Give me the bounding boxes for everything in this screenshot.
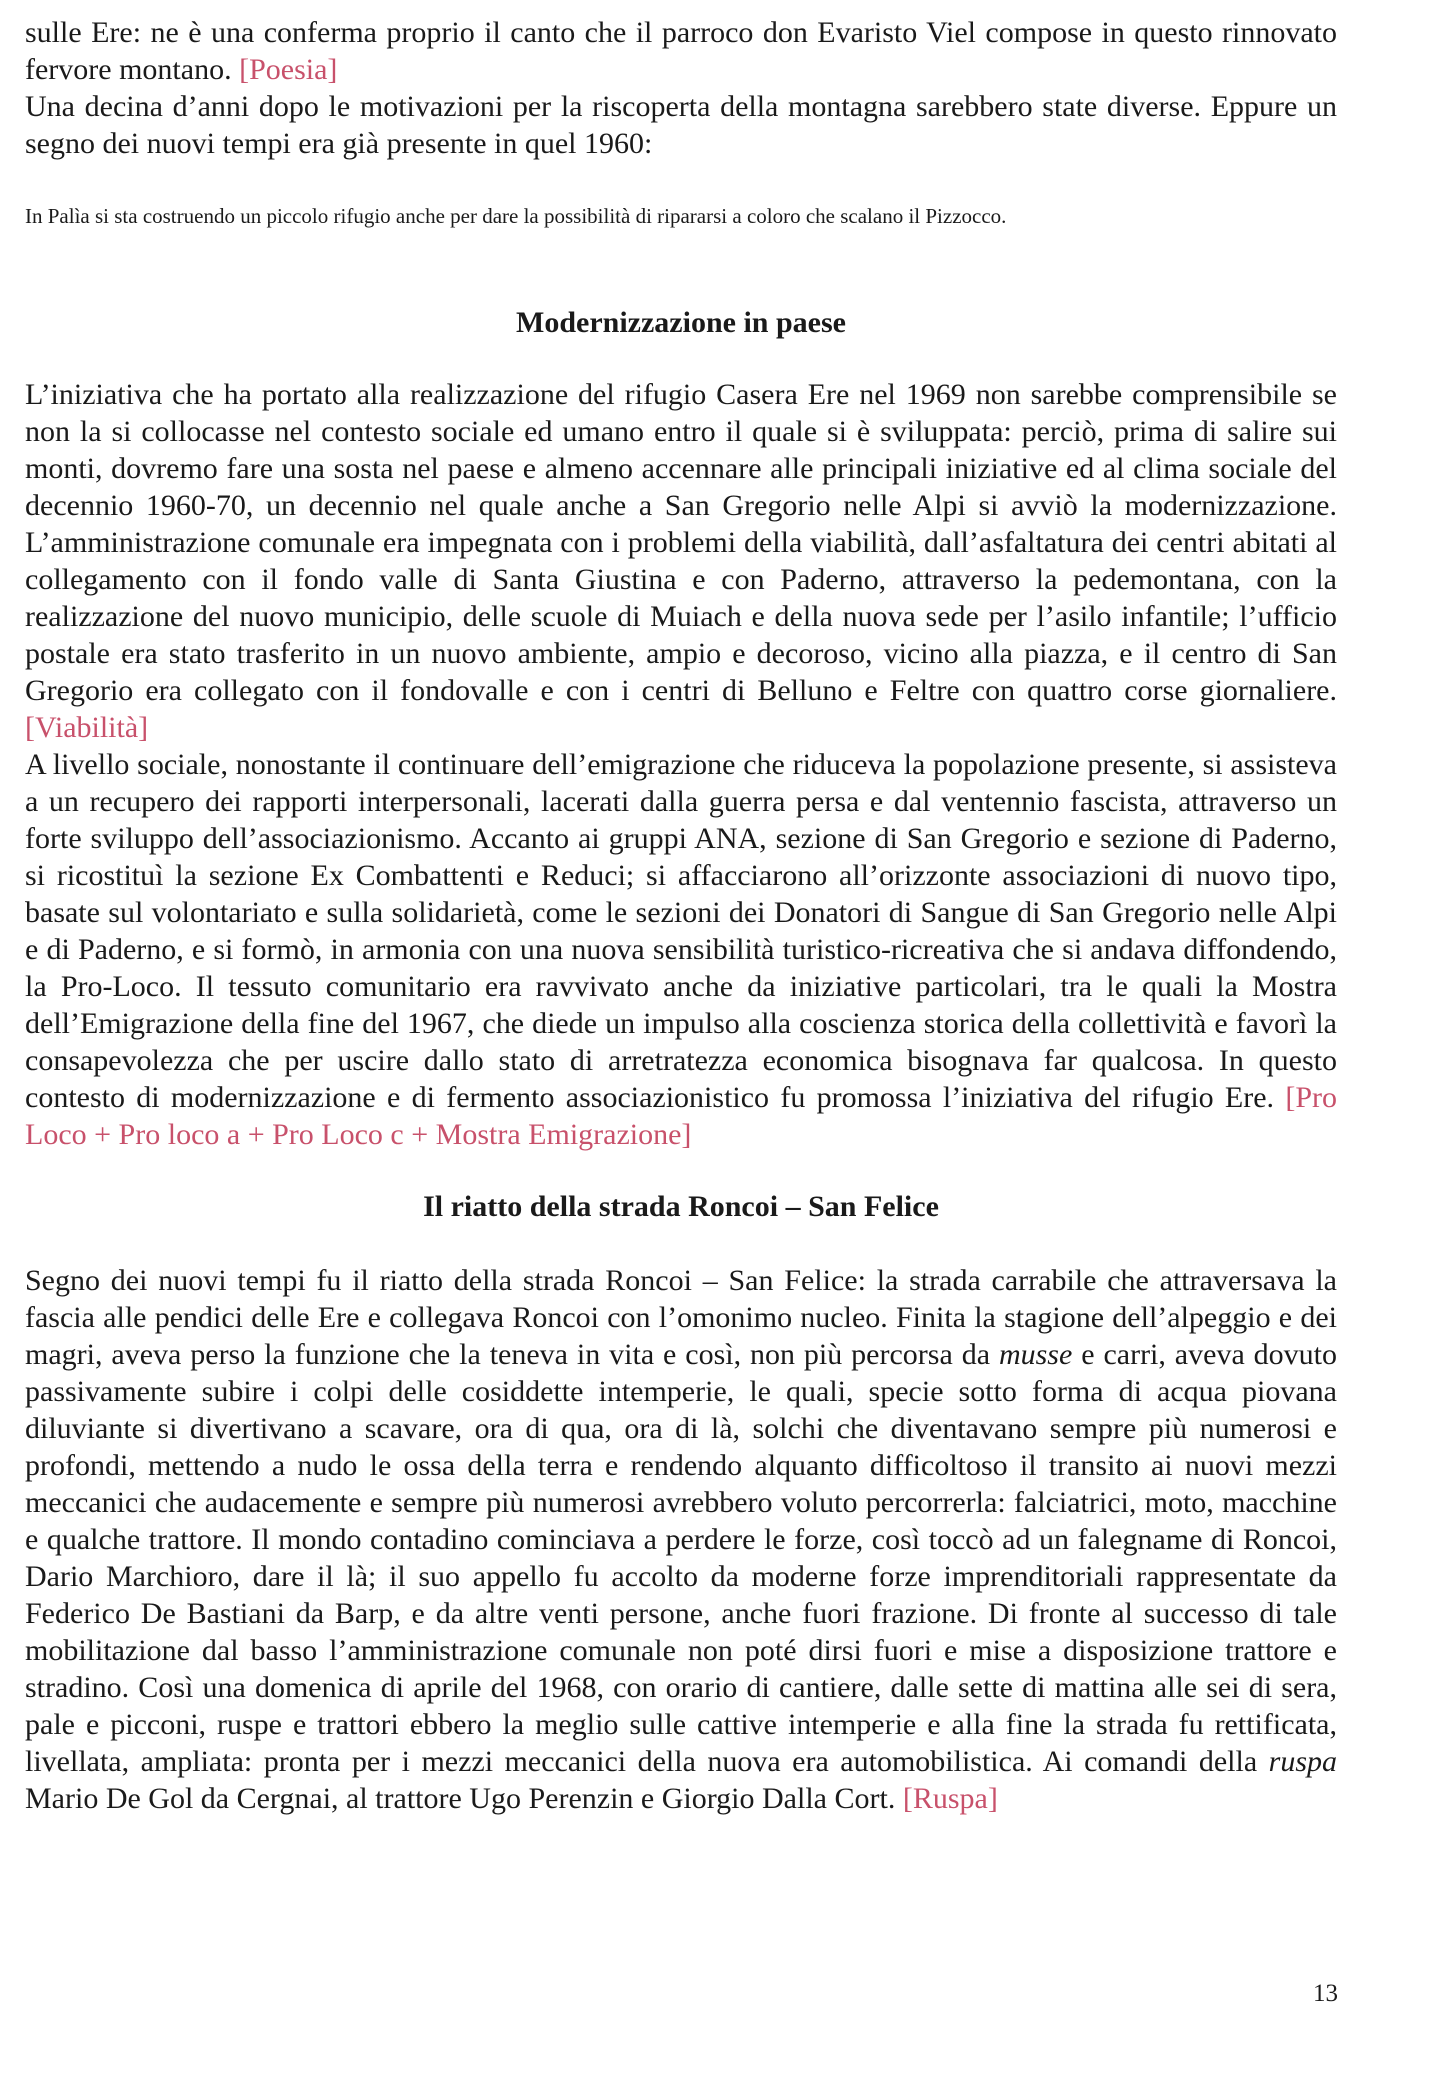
section1-text-1: L’iniziativa che ha portato alla realizzazione del rifugio Casera Ere nel 1969 non sarebbe comprensibile se non la si collocasse nel contesto sociale ed umano entro il quale si è sviluppata: perciò, prima di salire sui monti, dovremo fare una sosta nel paese e almeno accennare alle principali iniziative ed al clima sociale del decennio 1960-70, un decennio nel quale anche a San Gregorio nelle Alpi si avviò la modernizzazione. L’amministrazione comunale era impegnata con i problemi della viabilità, dall’asfaltatura dei centri abitati al collegamento con il fondo valle di Santa Giustina e con Paderno, attraverso la pedemontana, con la realizzazione del nuovo municipio, delle scuole di Muiach e della nuova sede per l’asilo infantile; l’ufficio postale era stato trasferito in un nuovo ambiente, ampio e decoroso, vicino alla piazza, e il centro di San Gregorio era collegato con il fondovalle e con i centri di Belluno e Feltre con quattro corse giornaliere. — [25, 378, 1337, 707]
page-number: 13 — [1313, 1980, 1338, 2007]
intro-paragraph-1 — [25, 14, 1337, 88]
document-page — [25, 14, 1337, 1817]
section2-text-2: e carri, aveva dovuto passivamente subire i colpi delle cosiddette intemperie, le quali, specie sotto forma di acqua piovana diluviante si divertivano a scavare, ora di qua, ora di là, solchi che diventavano sempre più numerosi e profondi, mettendo a nudo le ossa della terra e rendendo alquanto difficoltoso il transito ai nuovi mezzi meccanici che audacemente e sempre più numerosi avrebbero voluto percorrerla: falciatrici, moto, macchine e qualche trattore. Il mondo contadino cominciava a perdere le forze, così toccò ad un falegname di Roncoi, Dario Marchioro, dare il là; il suo appello fu accolto da moderne forze imprenditoriali rappresentate da Federico De Bastiani da Barp, e da altre venti persone, anche fuori frazione. Di fronte al successo di tale mobilitazione dal basso l’amministrazione comunale non poté dirsi fuori e mise a disposizione trattore e stradino. Così una domenica di aprile del 1968, con orario di cantiere, dalle sette di mattina alle sei di sera, pale e picconi, ruspe e trattori ebbero la meglio sulle cattive intemperie e alla fine la strada fu rettificata, livellata, ampliata: pronta per i mezzi meccanici della nuova era automobilistica. Ai comandi della — [25, 1338, 1338, 1778]
intro-text-1: sulle Ere: ne è una conferma proprio il canto che il parroco don Evaristo Viel compose in questo rinnovato fervore montano. — [25, 16, 1337, 86]
section2-text-1: Segno dei nuovi tempi fu il riatto della strada Roncoi – San Felice: la strada carrabile che attraversava la fascia alle pendici delle Ere e collegava Roncoi con l’omonimo nucleo. Finita la stagione dell’alpeggio e dei magri, aveva perso la funzione che la teneva in vita e così, non più percorsa da — [25, 1264, 1337, 1371]
link-viabilita[interactable]: [Viabilità] — [25, 711, 149, 744]
link-pro-loco[interactable]: [Pro Loco + Pro loco a + Pro Loco c + Mostra Emigrazione] — [25, 1081, 1338, 1151]
link-ruspa[interactable]: [Ruspa] — [902, 1782, 998, 1815]
section-title-riatto: Il riatto della strada Roncoi – San Felice — [423, 1190, 939, 1223]
section2-paragraph — [25, 1262, 1337, 1817]
newspaper-quote: In Palìa si sta costruendo un piccolo rifugio anche per dare la possibilità di ripararsi a coloro che scalano il Pizzocco. — [25, 204, 1007, 228]
link-poesia[interactable]: [Poesia] — [239, 53, 338, 86]
section1-paragraph-2 — [25, 746, 1337, 1153]
section-title-modernizzazione: Modernizzazione in paese — [516, 306, 846, 339]
section1-paragraph-1 — [25, 376, 1337, 746]
section1-text-2: A livello sociale, nonostante il continuare dell’emigrazione che riduceva la popolazione presente, si assisteva a un recupero dei rapporti interpersonali, lacerati dalla guerra persa e dal ventennio fascista, attraverso un forte sviluppo dell’associazionismo. Accanto ai gruppi ANA, sezione di San Gregorio e sezione di Paderno, si ricostituì la sezione Ex Combattenti e Reduci; si affacciarono all’orizzonte associazioni di nuovo tipo, basate sul volontariato e sulla solidarietà, come le sezioni dei Donatori di Sangue di San Gregorio nelle Alpi e di Paderno, e si formò, in armonia con una nuova sensibilità turistico-ricreativa che si andava diffondendo, la Pro-Loco. Il tessuto comunitario era ravvivato anche da iniziative particolari, tra le quali la Mostra dell’Emigrazione della fine del 1967, che diede un impulso alla coscienza storica della collettività e favorì la consapevolezza che per uscire dallo stato di arretratezza economica bisognava far qualcosa. In questo contesto di modernizzazione e di fermento associazionistico fu promossa l’iniziativa del rifugio Ere. — [25, 748, 1337, 1114]
intro-paragraph-2: Una decina d’anni dopo le motivazioni per la riscoperta della montagna sarebbero state diverse. Eppure un segno dei nuovi tempi era già presente in quel 1960: — [25, 90, 1337, 160]
term-ruspa: ruspa — [1268, 1745, 1337, 1778]
section2-text-3: Mario De Gol da Cergnai, al trattore Ugo Perenzin e Giorgio Dalla Cort. — [25, 1782, 896, 1815]
term-musse: musse — [998, 1338, 1073, 1371]
